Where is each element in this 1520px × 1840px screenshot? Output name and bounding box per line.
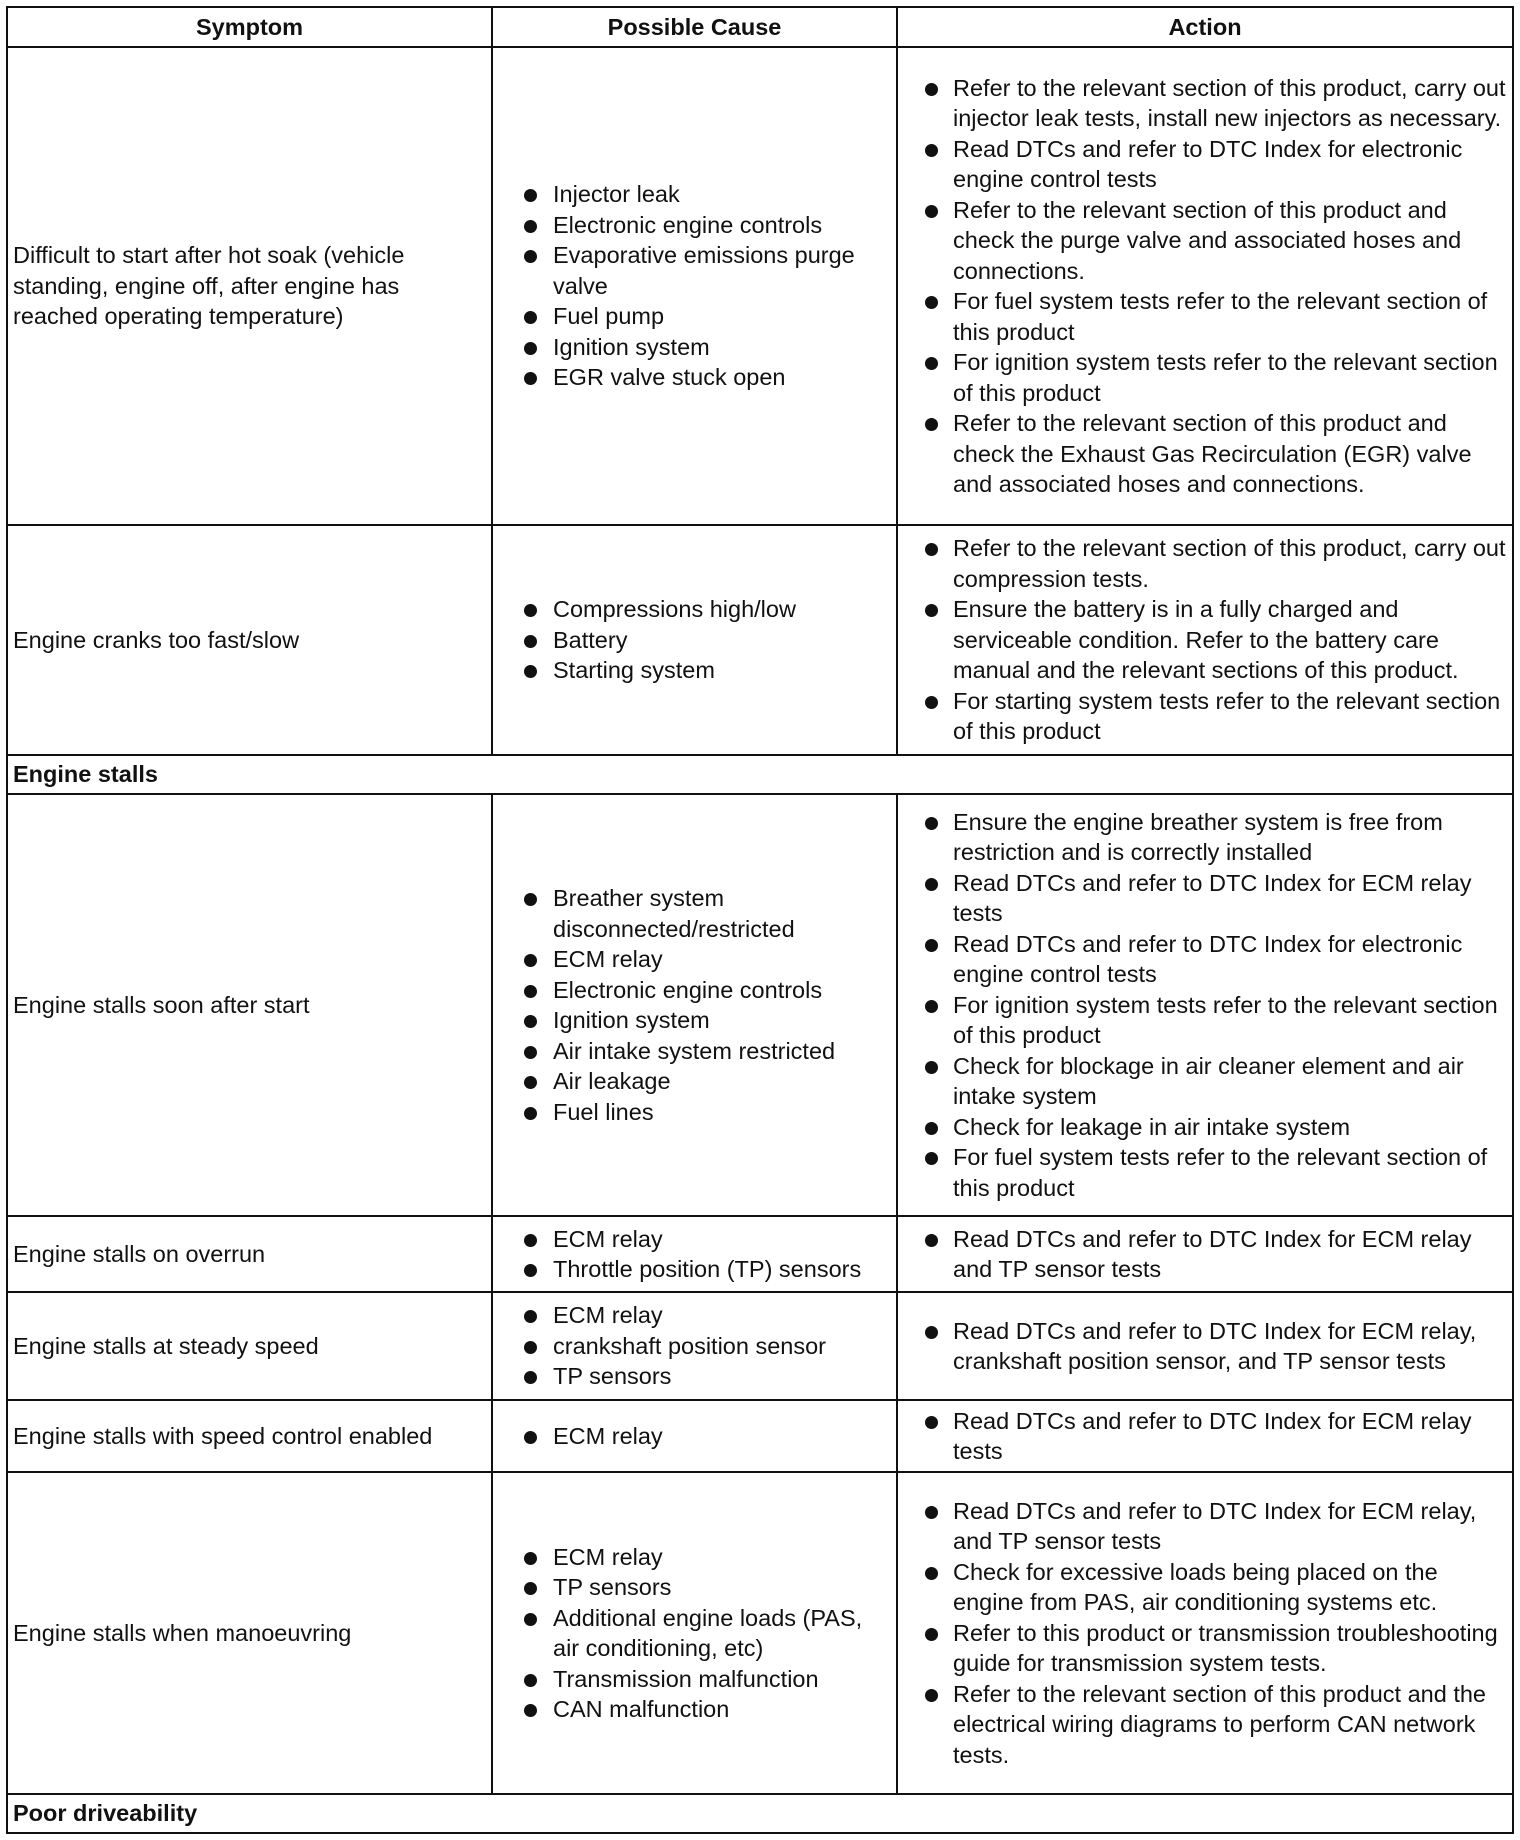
list-item: ECM relay — [498, 1542, 891, 1573]
table-row — [7, 47, 1513, 525]
list-item: Refer to the relevant section of this product, carry out injector leak tests, install new injectors as necessary. — [903, 73, 1507, 134]
table-row — [7, 1216, 1513, 1292]
cause-cell — [492, 1292, 897, 1400]
list-item: Refer to the relevant section of this product and the electrical wiring diagrams to perform CAN network tests. — [903, 1679, 1507, 1771]
section-row — [7, 755, 1513, 794]
cause-list — [498, 1224, 891, 1285]
symptom-cell: Engine stalls soon after start — [7, 794, 492, 1216]
troubleshooting-table — [6, 6, 1514, 1834]
action-cell — [897, 1216, 1513, 1292]
symptom-cell: Difficult to start after hot soak (vehicle standing, engine off, after engine has reached operating temperature) — [7, 47, 492, 525]
list-item: ECM relay — [498, 1421, 891, 1452]
action-list — [903, 1406, 1507, 1467]
section-title-engine-stalls: Engine stalls — [7, 755, 1513, 794]
cause-cell — [492, 1472, 897, 1794]
list-item: For fuel system tests refer to the relevant section of this product — [903, 286, 1507, 347]
list-item: Ensure the battery is in a fully charged and serviceable condition. Refer to the battery care manual and the relevant sections of this product. — [903, 594, 1507, 686]
list-item: Refer to this product or transmission troubleshooting guide for transmission system tests. — [903, 1618, 1507, 1679]
table-row — [7, 794, 1513, 1216]
list-item: Starting system — [498, 655, 891, 686]
symptom-cell: Engine stalls on overrun — [7, 1216, 492, 1292]
list-item: ECM relay — [498, 1224, 891, 1255]
symptom-cell: Engine stalls with speed control enabled — [7, 1400, 492, 1472]
list-item: For starting system tests refer to the relevant section of this product — [903, 686, 1507, 747]
action-list — [903, 1316, 1507, 1377]
action-cell — [897, 1472, 1513, 1794]
list-item: Ignition system — [498, 1005, 891, 1036]
list-item: EGR valve stuck open — [498, 362, 891, 393]
cause-cell — [492, 47, 897, 525]
list-item: Ensure the engine breather system is free from restriction and is correctly installed — [903, 807, 1507, 868]
header-action: Action — [897, 7, 1513, 47]
list-item: TP sensors — [498, 1572, 891, 1603]
header-symptom: Symptom — [7, 7, 492, 47]
list-item: TP sensors — [498, 1361, 891, 1392]
list-item: Read DTCs and refer to DTC Index for electronic engine control tests — [903, 134, 1507, 195]
list-item: Additional engine loads (PAS, air conditioning, etc) — [498, 1603, 891, 1664]
list-item: Battery — [498, 625, 891, 656]
cause-list — [498, 1542, 891, 1725]
cause-list — [498, 1300, 891, 1392]
list-item: Refer to the relevant section of this product and check the Exhaust Gas Recirculation (EGR) valve and associated hoses and connections. — [903, 408, 1507, 500]
list-item: Refer to the relevant section of this product, carry out compression tests. — [903, 533, 1507, 594]
list-item: Compressions high/low — [498, 594, 891, 625]
action-cell — [897, 1400, 1513, 1472]
table-row — [7, 1400, 1513, 1472]
list-item: Read DTCs and refer to DTC Index for ECM relay tests — [903, 1406, 1507, 1467]
list-item: Injector leak — [498, 179, 891, 210]
list-item: Read DTCs and refer to DTC Index for electronic engine control tests — [903, 929, 1507, 990]
cause-cell — [492, 1216, 897, 1292]
list-item: Electronic engine controls — [498, 975, 891, 1006]
list-item: Read DTCs and refer to DTC Index for ECM relay and TP sensor tests — [903, 1224, 1507, 1285]
list-item: Read DTCs and refer to DTC Index for ECM relay, crankshaft position sensor, and TP sensor tests — [903, 1316, 1507, 1377]
list-item: Read DTCs and refer to DTC Index for ECM relay tests — [903, 868, 1507, 929]
list-item: Check for leakage in air intake system — [903, 1112, 1507, 1143]
list-item: Evaporative emissions purge valve — [498, 240, 891, 301]
table-row — [7, 1472, 1513, 1794]
section-row — [7, 1794, 1513, 1833]
list-item: Check for excessive loads being placed on the engine from PAS, air conditioning systems etc. — [903, 1557, 1507, 1618]
action-list — [903, 73, 1507, 500]
cause-list — [498, 179, 891, 393]
action-cell — [897, 525, 1513, 755]
list-item: Fuel lines — [498, 1097, 891, 1128]
action-list — [903, 533, 1507, 747]
list-item: Air leakage — [498, 1066, 891, 1097]
table-row — [7, 1292, 1513, 1400]
table-row — [7, 525, 1513, 755]
list-item: crankshaft position sensor — [498, 1331, 891, 1362]
cause-cell — [492, 794, 897, 1216]
action-list — [903, 1496, 1507, 1771]
cause-cell — [492, 525, 897, 755]
symptom-cell: Engine cranks too fast/slow — [7, 525, 492, 755]
symptom-cell: Engine stalls at steady speed — [7, 1292, 492, 1400]
action-cell — [897, 794, 1513, 1216]
list-item: ECM relay — [498, 1300, 891, 1331]
header-possible-cause: Possible Cause — [492, 7, 897, 47]
cause-list — [498, 883, 891, 1127]
list-item: Read DTCs and refer to DTC Index for ECM relay, and TP sensor tests — [903, 1496, 1507, 1557]
list-item: Check for blockage in air cleaner element and air intake system — [903, 1051, 1507, 1112]
header-row — [7, 7, 1513, 47]
list-item: For ignition system tests refer to the relevant section of this product — [903, 990, 1507, 1051]
list-item: Breather system disconnected/restricted — [498, 883, 891, 944]
list-item: For fuel system tests refer to the relevant section of this product — [903, 1142, 1507, 1203]
cause-list — [498, 1421, 891, 1452]
list-item: Transmission malfunction — [498, 1664, 891, 1695]
list-item: Fuel pump — [498, 301, 891, 332]
action-cell — [897, 1292, 1513, 1400]
symptom-cell: Engine stalls when manoeuvring — [7, 1472, 492, 1794]
list-item: Refer to the relevant section of this product and check the purge valve and associated hoses and connections. — [903, 195, 1507, 287]
list-item: ECM relay — [498, 944, 891, 975]
list-item: Ignition system — [498, 332, 891, 363]
action-list — [903, 1224, 1507, 1285]
list-item: Throttle position (TP) sensors — [498, 1254, 891, 1285]
section-title-poor-driveability: Poor driveability — [7, 1794, 1513, 1833]
cause-list — [498, 594, 891, 686]
cause-cell — [492, 1400, 897, 1472]
action-cell — [897, 47, 1513, 525]
list-item: Electronic engine controls — [498, 210, 891, 241]
list-item: Air intake system restricted — [498, 1036, 891, 1067]
action-list — [903, 807, 1507, 1204]
list-item: CAN malfunction — [498, 1694, 891, 1725]
list-item: For ignition system tests refer to the relevant section of this product — [903, 347, 1507, 408]
